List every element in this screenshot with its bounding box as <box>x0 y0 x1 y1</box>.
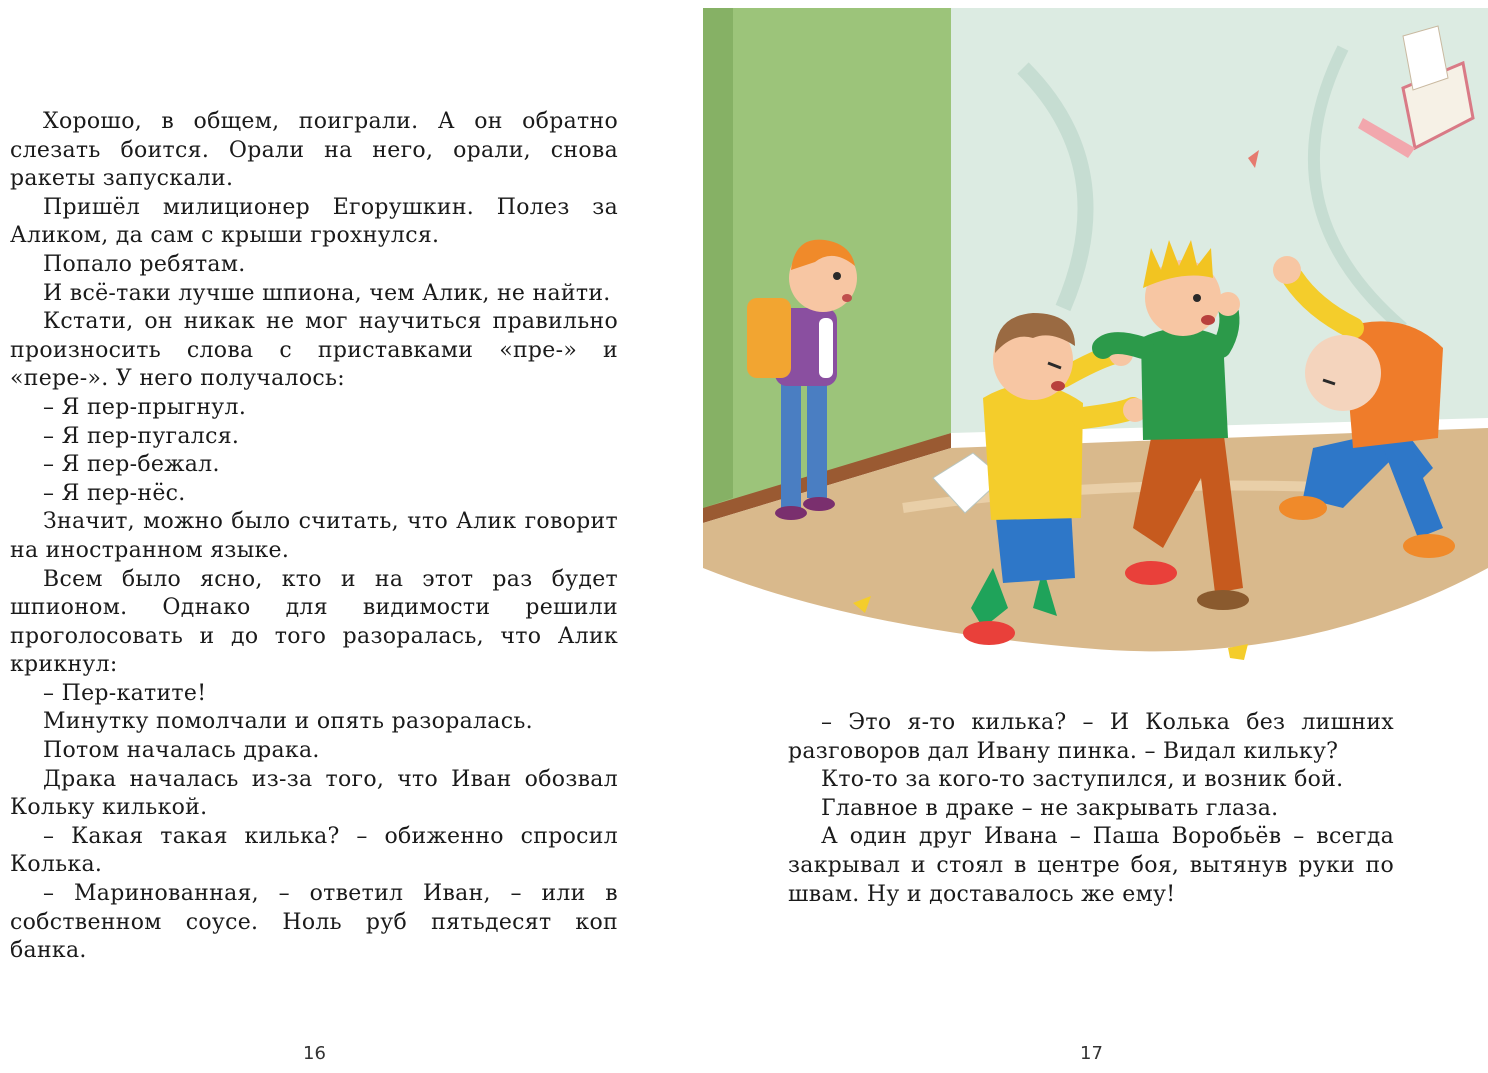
paragraph: Главное в драке – не закрывать глаза. <box>821 795 1279 821</box>
paragraph: Попало ребятам. <box>43 251 246 277</box>
right-page <box>744 0 1488 1073</box>
page-number-left: 16 <box>303 1043 326 1064</box>
paragraph: Драка началась из-за того, что Иван обозвал Кольку килькой. <box>10 766 618 821</box>
paragraph: – Какая такая килька? – обиженно спросил Колька. <box>10 823 618 878</box>
paragraph: Минутку помолчали и опять разоралась. <box>43 709 533 735</box>
school-fight-illustration <box>703 8 1488 668</box>
paragraph: – Я пер-нёс. <box>43 480 186 506</box>
paragraph: – Я пер-бежал. <box>43 452 220 478</box>
paragraph: Кто-то за кого-то заступился, и возник бой. <box>821 767 1344 793</box>
paragraph: – Я пер-пугался. <box>43 423 240 449</box>
paragraph: – Маринованная, – ответил Иван, – или в собственном соусе. Ноль руб пятьдесят коп банка. <box>10 881 618 964</box>
paragraph: Пришёл милиционер Егорушкин. Полез за Аликом, да сам с крыши грохнулся. <box>10 194 618 249</box>
paragraph: И всё-таки лучше шпиона, чем Алик, не найти. <box>43 280 611 306</box>
paragraph: Потом началась драка. <box>43 738 320 764</box>
paragraph: Хорошо, в общем, поиграли. А он обратно слезать боится. Орали на него, орали, снова ракеты запускали. <box>10 109 618 192</box>
page-number-right: 17 <box>1080 1043 1103 1064</box>
right-page-text <box>788 709 1394 909</box>
paragraph: А один друг Ивана – Паша Воробьёв – всегда закрывал и стоял в центре боя, вытянув руки по швам. Ну и доставалось же ему! <box>788 824 1394 907</box>
paragraph: – Это я-то килька? – И Колька без лишних разговоров дал Ивану пинка. – Видал кильку? <box>788 710 1394 764</box>
paragraph: Всем было ясно, кто и на этот раз будет шпионом. Однако для видимости решили проголосовать и до того разоралась, что Алик крикнул: <box>10 566 618 678</box>
paragraph: – Пер-катите! <box>43 680 207 706</box>
paragraph: – Я пер-прыгнул. <box>43 394 247 420</box>
left-page-text <box>10 108 618 966</box>
paragraph: Значит, можно было считать, что Алик говорит на иностранном языке. <box>10 509 618 563</box>
paragraph: Кстати, он никак не мог научиться правильно произносить слова с приставками «пре-» и «пере-». У него получалось: <box>10 309 618 392</box>
